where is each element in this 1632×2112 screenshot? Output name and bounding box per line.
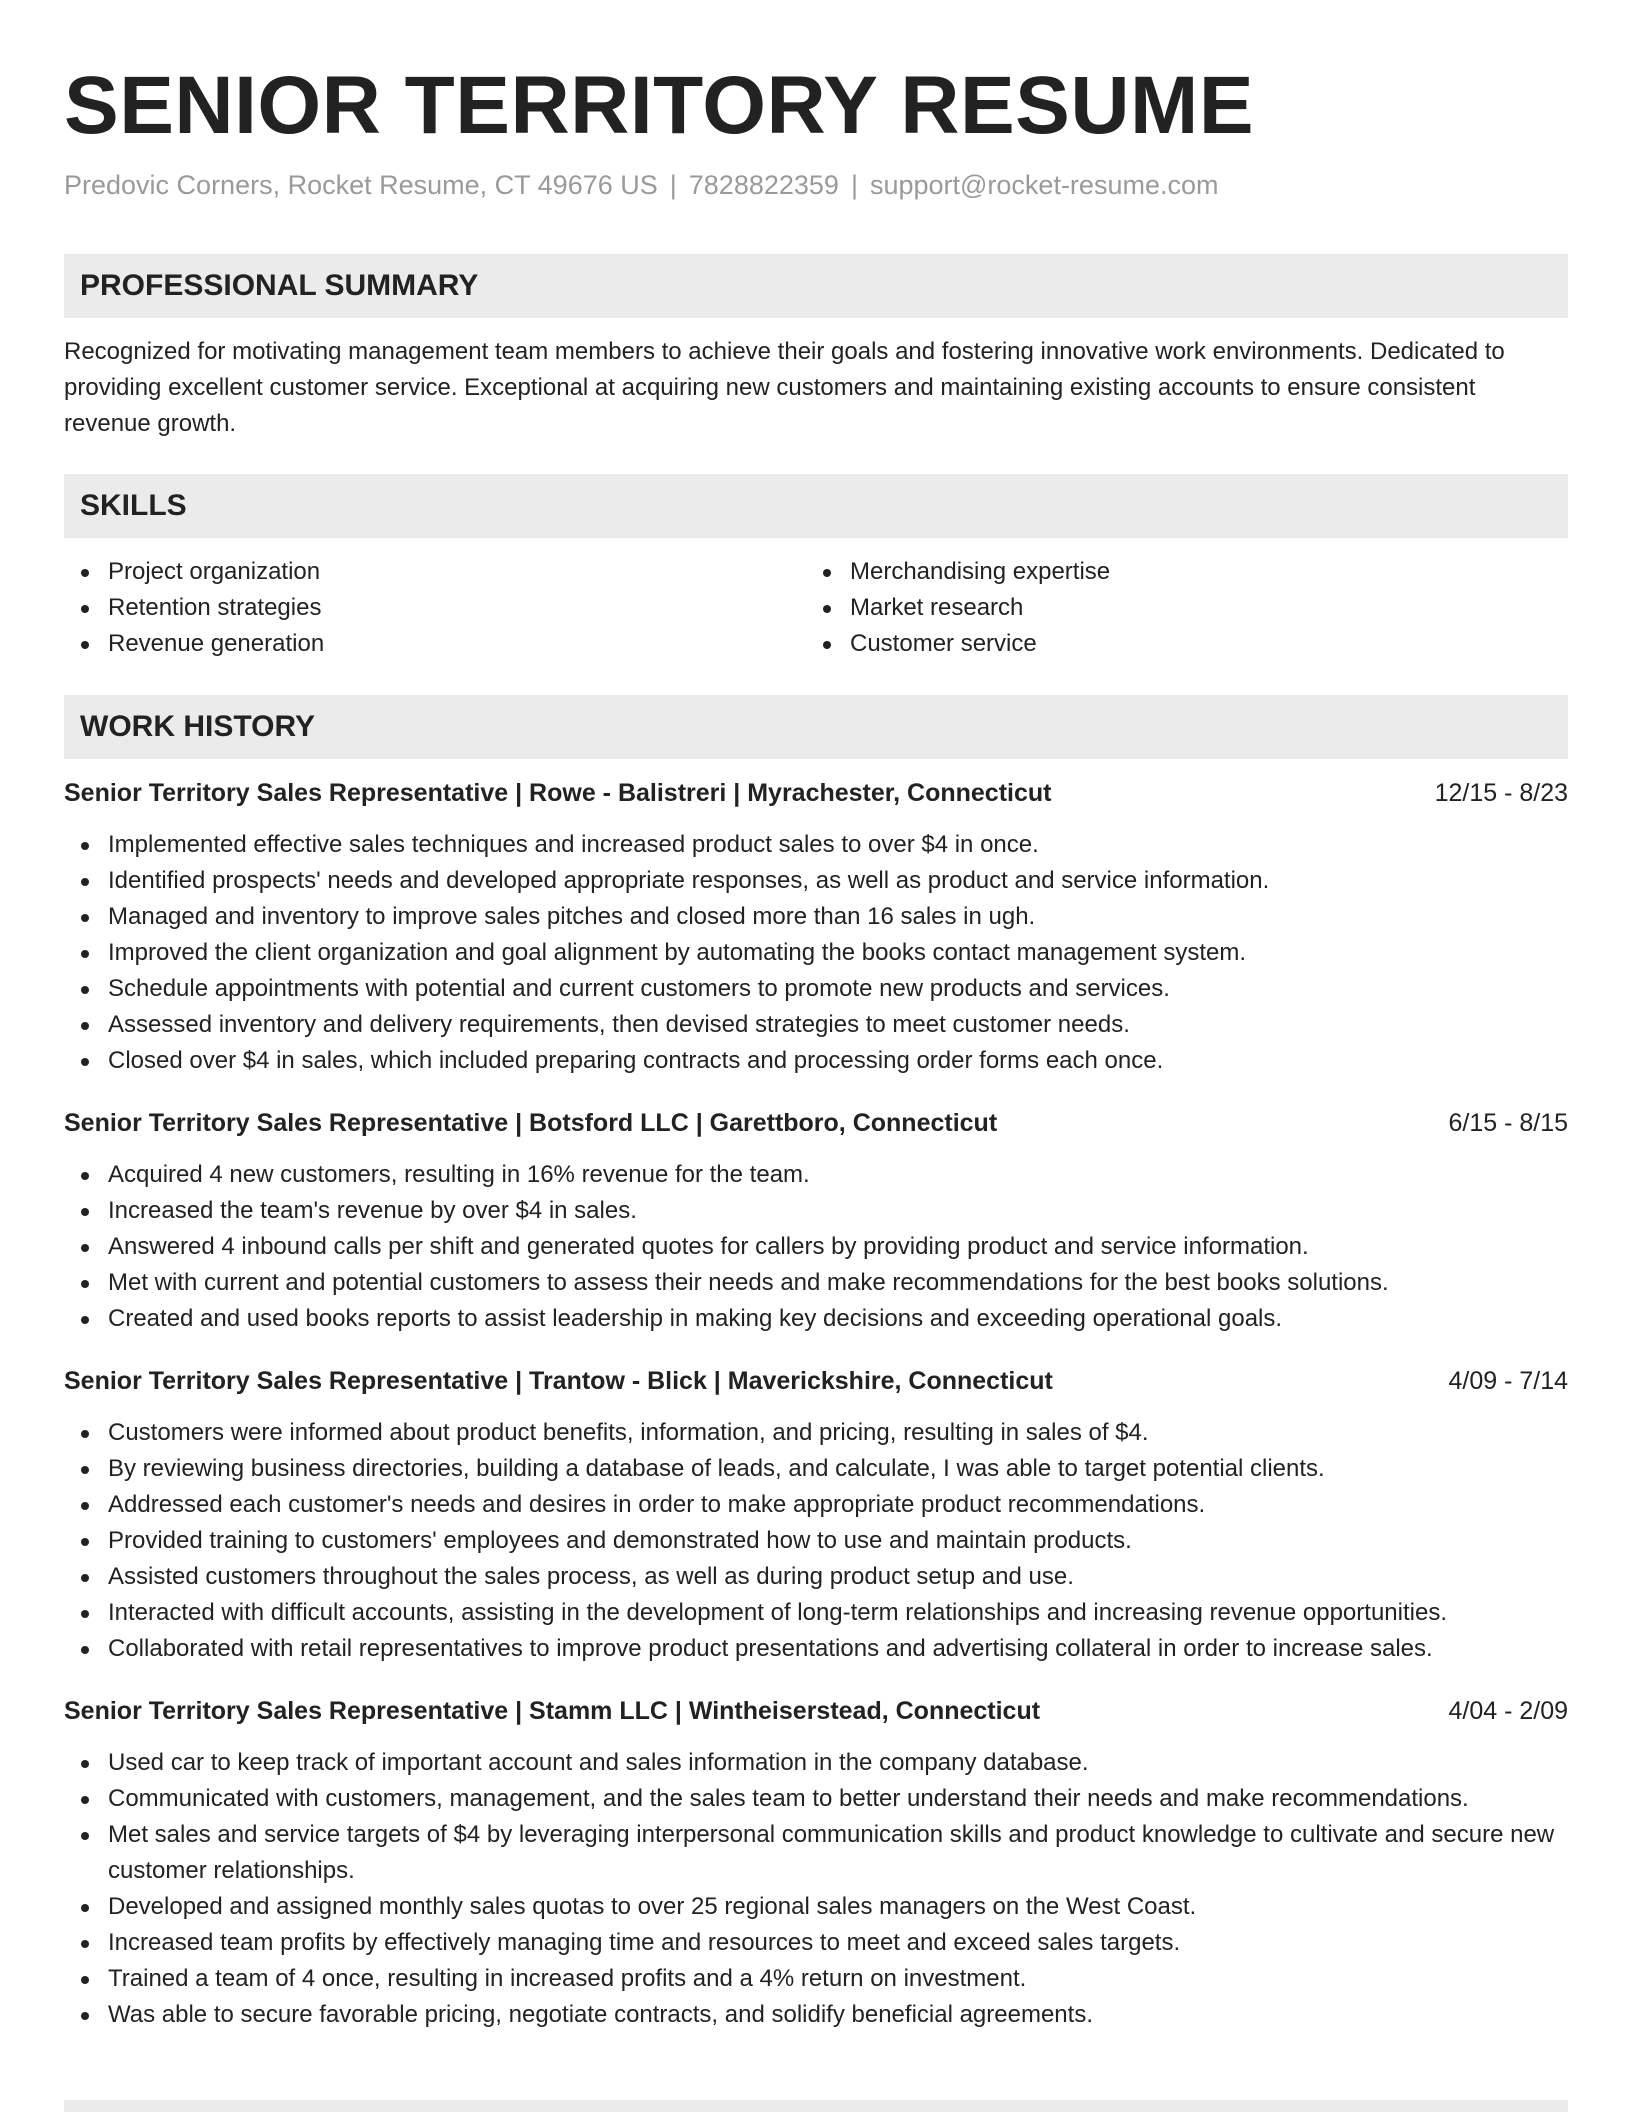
work-history-heading: WORK HISTORY [64,695,1568,759]
job-bullet: Interacted with difficult accounts, assisting in the development of long-term relationships and increasing revenue opportunities. [64,1595,1568,1631]
contact-email[interactable]: support@rocket-resume.com [869,170,1219,200]
job-entry [64,775,1568,1079]
job-title: Senior Territory Sales Representative | Rowe - Balistreri | Myrachester, Connecticut [64,779,1052,807]
summary-text: Recognized for motivating management team members to achieve their goals and fostering innovative work environments. Dedicated to providing excellent customer service. Exceptional at acquiring new customers and maintaining existing accounts to ensure consistent revenue growth. [64,338,1505,437]
job-header [64,1105,1568,1141]
job-title: Senior Territory Sales Representative | Stamm LLC | Wintheiserstead, Connecticut [64,1697,1041,1725]
resume-page [64,0,1568,2033]
skill-item: Revenue generation [64,626,806,662]
job-title: Senior Territory Sales Representative | Botsford LLC | Garettboro, Connecticut [64,1109,998,1137]
skills-grid [64,554,1568,662]
next-section-header-bar [64,2100,1568,2112]
job-bullet: Used car to keep track of important account and sales information in the company database. [64,1745,1568,1781]
job-bullet: Assessed inventory and delivery requirements, then devised strategies to meet customer needs. [64,1007,1568,1043]
job-bullet: Closed over $4 in sales, which included preparing contracts and processing order forms each once. [64,1043,1568,1079]
skills-column-left [64,554,806,662]
job-bullets [64,827,1568,1079]
contact-address: Predovic Corners, Rocket Resume, CT 49676 US [64,170,658,200]
job-header [64,775,1568,811]
job-bullet: Was able to secure favorable pricing, negotiate contracts, and solidify beneficial agreements. [64,1997,1568,2033]
job-dates: 6/15 - 8/15 [1448,1109,1568,1137]
job-bullet: Identified prospects' needs and developed appropriate responses, as well as product and service information. [64,863,1568,899]
job-bullet: By reviewing business directories, building a database of leads, and calculate, I was able to target potential clients. [64,1451,1568,1487]
skills-column-right [806,554,1568,662]
job-dates: 12/15 - 8/23 [1434,779,1568,807]
skills-section [64,474,1568,662]
job-bullet: Increased team profits by effectively managing time and resources to meet and exceed sales targets. [64,1925,1568,1961]
job-bullet: Improved the client organization and goal alignment by automating the books contact management system. [64,935,1568,971]
job-bullet: Answered 4 inbound calls per shift and generated quotes for callers by providing product and service information. [64,1229,1568,1265]
contact-separator: | [850,170,858,200]
job-entry [64,1105,1568,1337]
job-bullets [64,1157,1568,1337]
job-dates: 4/09 - 7/14 [1448,1367,1568,1395]
job-bullets [64,1745,1568,2033]
job-bullet: Met with current and potential customers to assess their needs and make recommendations for the best books solutions. [64,1265,1568,1301]
resume-title: SENIOR TERRITORY RESUME [64,60,1255,151]
job-bullet: Managed and inventory to improve sales pitches and closed more than 16 sales in ugh. [64,899,1568,935]
job-dates: 4/04 - 2/09 [1448,1697,1568,1725]
job-header [64,1693,1568,1729]
job-bullet: Provided training to customers' employees and demonstrated how to use and maintain products. [64,1523,1568,1559]
job-bullet: Communicated with customers, management, and the sales team to better understand their needs and make recommendations. [64,1781,1568,1817]
contact-separator: | [669,170,677,200]
job-bullet: Met sales and service targets of $4 by leveraging interpersonal communication skills and product knowledge to cultivate and secure new customer relationships. [64,1817,1568,1889]
job-entry [64,1363,1568,1667]
summary-heading: PROFESSIONAL SUMMARY [64,254,1568,318]
job-bullet: Assisted customers throughout the sales process, as well as during product setup and use. [64,1559,1568,1595]
job-bullet: Acquired 4 new customers, resulting in 16% revenue for the team. [64,1157,1568,1193]
job-bullet: Customers were informed about product benefits, information, and pricing, resulting in sales of $4. [64,1415,1568,1451]
skill-item: Project organization [64,554,806,590]
summary-section [64,254,1568,442]
job-bullet: Addressed each customer's needs and desires in order to make appropriate product recommendations. [64,1487,1568,1523]
skills-heading: SKILLS [64,474,1568,538]
job-bullet: Collaborated with retail representatives to improve product presentations and advertising collateral in order to increase sales. [64,1631,1568,1667]
job-bullet: Developed and assigned monthly sales quotas to over 25 regional sales managers on the West Coast. [64,1889,1568,1925]
skill-item: Customer service [806,626,1568,662]
skill-item: Merchandising expertise [806,554,1568,590]
job-bullet: Trained a team of 4 once, resulting in increased profits and a 4% return on investment. [64,1961,1568,1997]
job-entry [64,1693,1568,2033]
skill-item: Retention strategies [64,590,806,626]
job-header [64,1363,1568,1399]
contact-line [64,168,1568,202]
skill-item: Market research [806,590,1568,626]
job-bullets [64,1415,1568,1667]
job-bullet: Implemented effective sales techniques and increased product sales to over $4 in once. [64,827,1568,863]
contact-phone: 7828822359 [688,170,839,200]
job-bullet: Increased the team's revenue by over $4 in sales. [64,1193,1568,1229]
job-bullet: Created and used books reports to assist leadership in making key decisions and exceeding operational goals. [64,1301,1568,1337]
work-history-section [64,695,1568,2033]
job-bullet: Schedule appointments with potential and current customers to promote new products and services. [64,971,1568,1007]
job-title: Senior Territory Sales Representative | Trantow - Blick | Maverickshire, Connecticut [64,1367,1053,1395]
